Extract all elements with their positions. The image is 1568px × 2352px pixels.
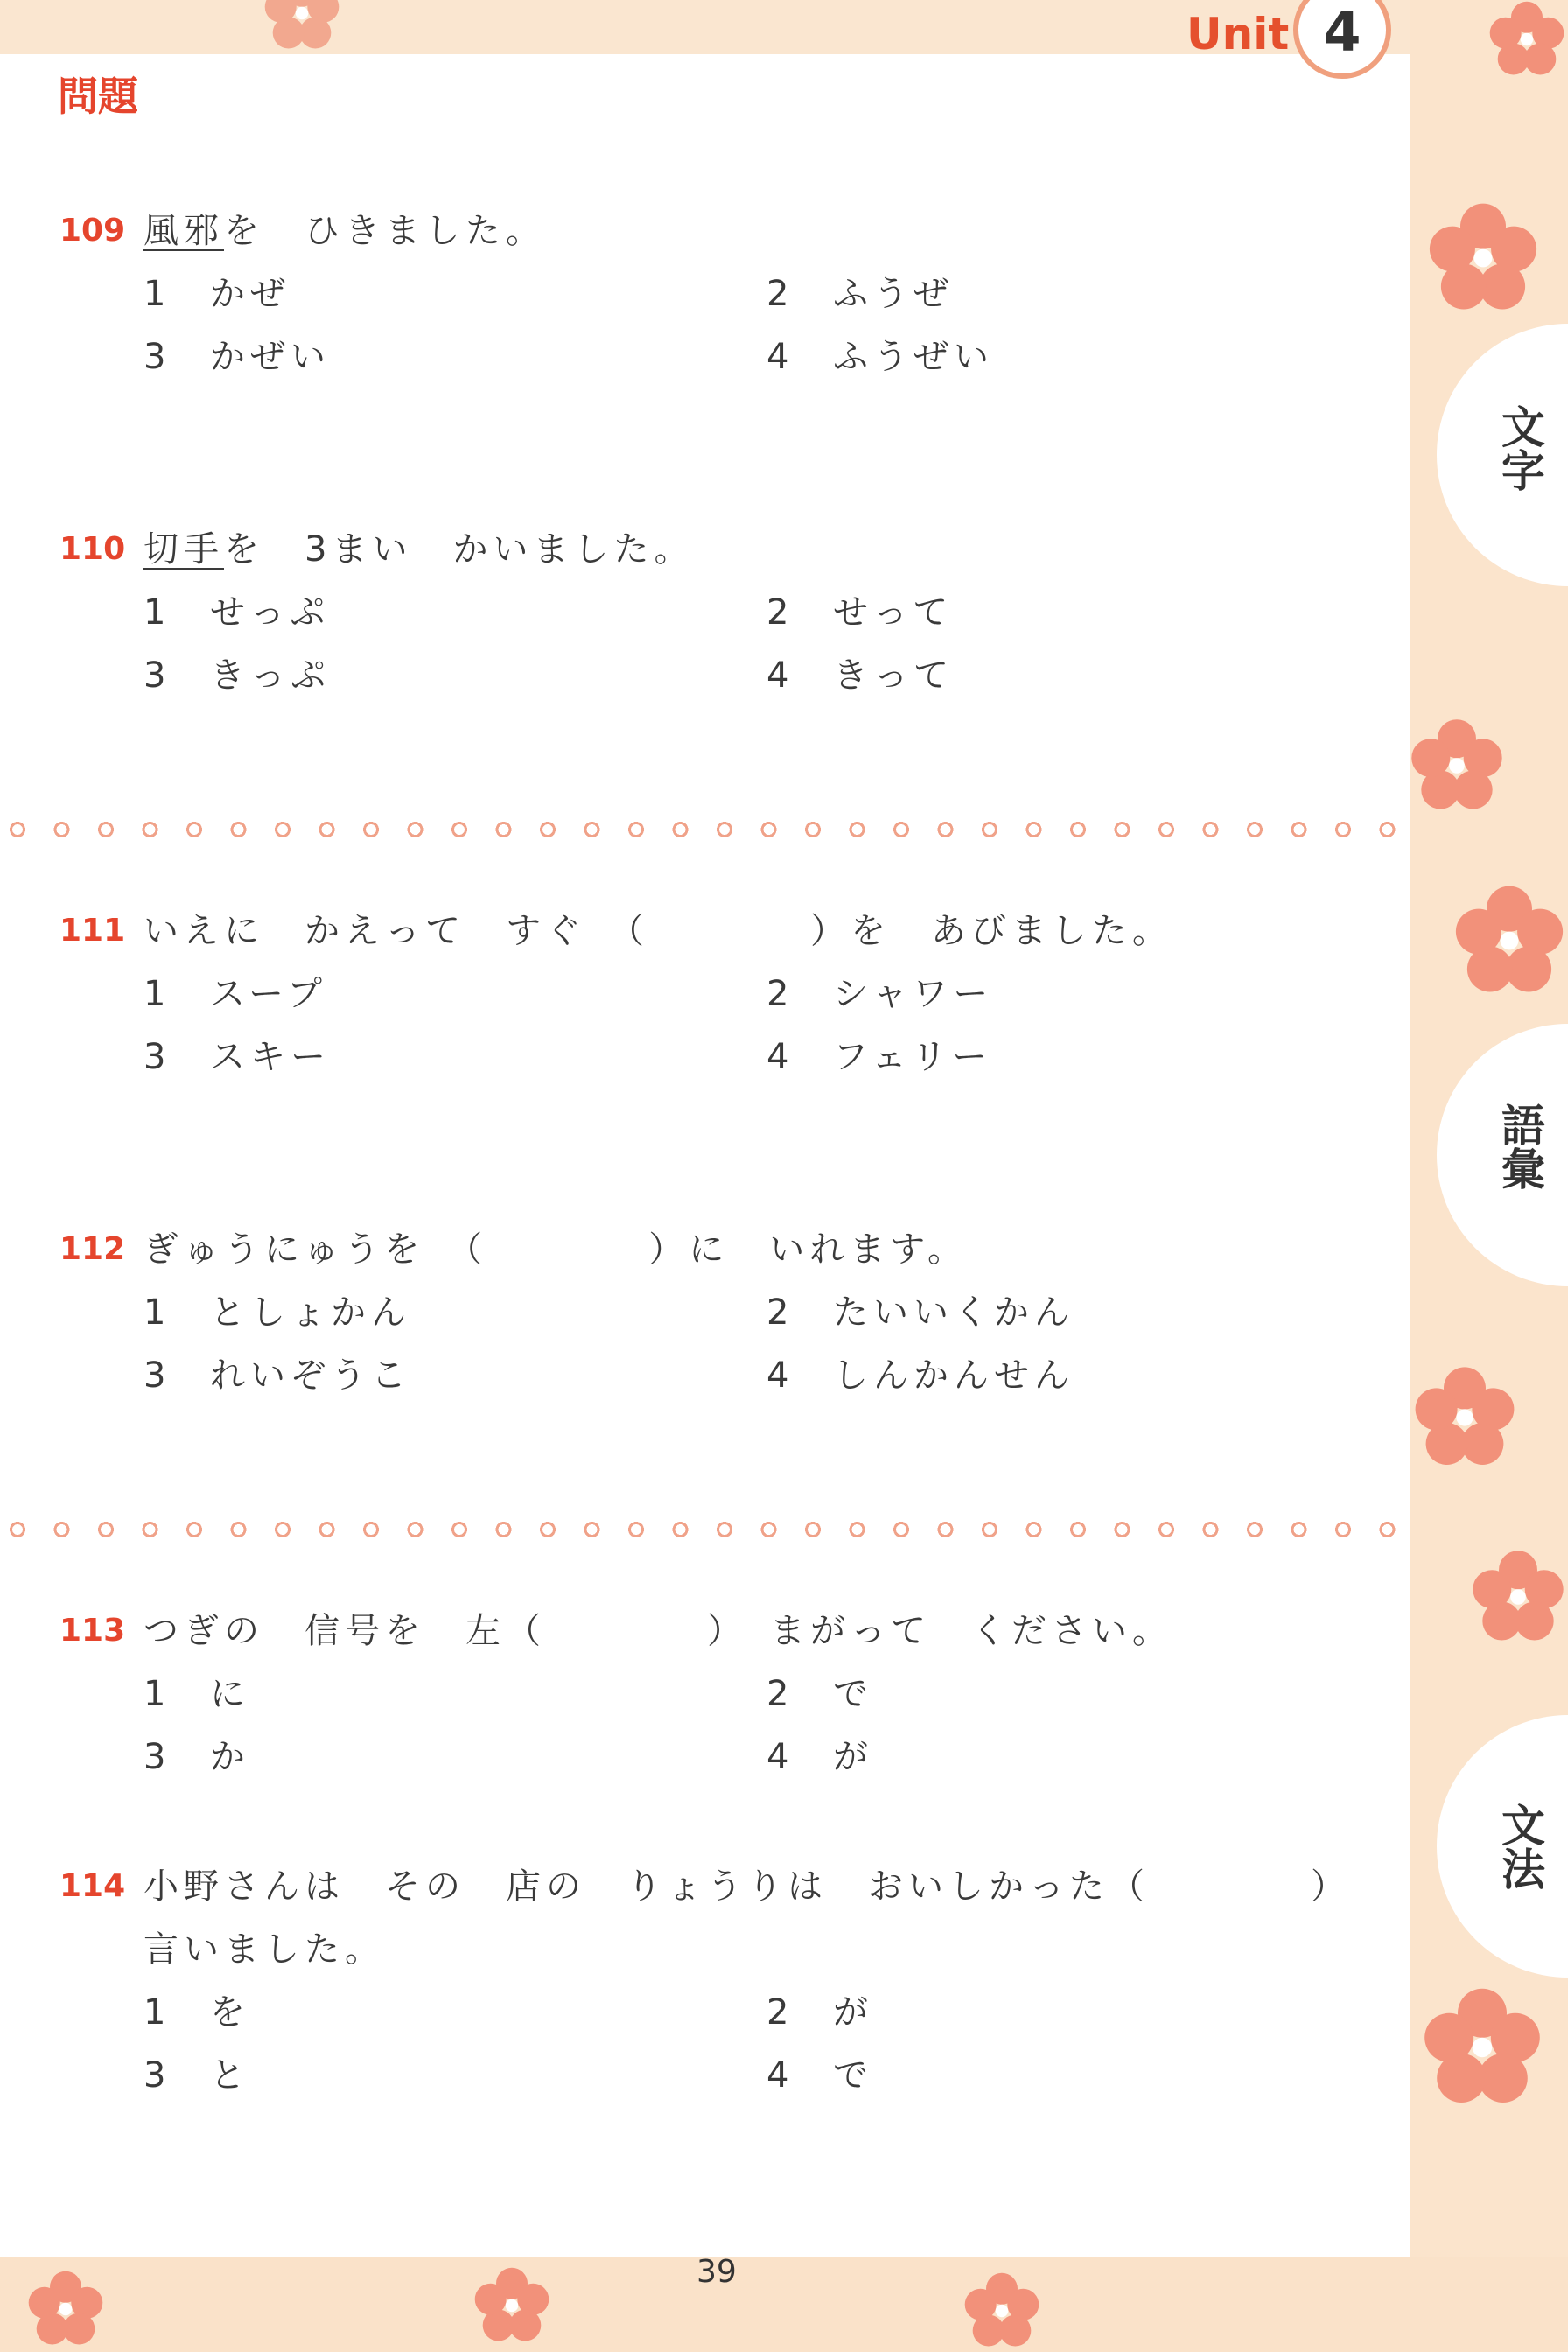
question-stem-line-1: 小野さんは その 店の りょうりは おいしかった（ ） xyxy=(144,1866,1351,1907)
answer-option-1[interactable]: 1 としょかん xyxy=(144,1292,411,1333)
answer-option-1[interactable]: 1 に xyxy=(144,1674,250,1714)
flower-icon xyxy=(464,2266,560,2345)
flower-icon xyxy=(1412,1365,1517,1470)
answer-option-2[interactable]: 2 たいいくかん xyxy=(766,1292,1074,1333)
flower-icon xyxy=(1470,1549,1566,1645)
question-stem: ぎゅうにゅうを （ ）に いれます。 xyxy=(144,1229,968,1270)
answer-option-2[interactable]: 2 せって xyxy=(766,592,954,633)
question-stem xyxy=(144,525,1386,574)
underlined-word: 風邪 xyxy=(144,211,224,251)
section-title: 問題 xyxy=(58,73,138,120)
answer-option-4[interactable]: 4 しんかんせん xyxy=(766,1355,1074,1396)
question-stem: いえに かえって すぐ （ ）を あびました。 xyxy=(144,911,1172,951)
answer-option-2[interactable]: 2 で xyxy=(766,1674,873,1714)
answer-option-3[interactable]: 3 スキー xyxy=(144,1037,331,1077)
question-number: 111 xyxy=(60,913,126,948)
flower-icon xyxy=(1421,1986,1544,2109)
question-stem: つぎの 信号を 左（ ） まがって ください。 xyxy=(144,1611,1172,1651)
flower-icon xyxy=(18,2270,114,2348)
question-stem-rest: を ひきました。 xyxy=(224,211,546,251)
flower-icon xyxy=(1488,0,1566,79)
answer-option-1[interactable]: 1 かぜ xyxy=(144,274,290,314)
answer-option-4[interactable]: 4 フェリー xyxy=(766,1037,992,1077)
bottom-decorative-band xyxy=(0,2258,1568,2352)
side-tab-bunpou-label: 文法 xyxy=(1494,1802,1545,1890)
question-stem-line-2: 言いました。 xyxy=(144,1929,385,1970)
flower-icon xyxy=(954,2272,1050,2350)
question-stem-rest: を 3まい かいました。 xyxy=(224,529,695,570)
answer-option-3[interactable]: 3 きっぷ xyxy=(144,655,331,696)
answer-option-3[interactable]: 3 れいぞうこ xyxy=(144,1355,411,1396)
dotted-divider xyxy=(7,819,1407,840)
flower-icon xyxy=(1426,201,1540,315)
page-number: 39 xyxy=(696,2254,737,2290)
question-number: 113 xyxy=(60,1613,126,1648)
answer-option-2[interactable]: 2 が xyxy=(766,1992,873,2033)
side-tab-goi-label: 語彙 xyxy=(1494,1102,1545,1190)
side-tab-moji-label: 文字 xyxy=(1494,404,1545,492)
answer-option-4[interactable]: 4 ふうぜい xyxy=(766,337,994,377)
answer-option-2[interactable]: 2 ふうぜ xyxy=(766,274,954,314)
question-stem xyxy=(144,1862,1386,1974)
answer-option-4[interactable]: 4 で xyxy=(766,2055,873,2096)
unit-number: 4 xyxy=(1323,0,1362,64)
answer-option-1[interactable]: 1 スープ xyxy=(144,974,327,1014)
unit-label: Unit xyxy=(1186,9,1290,60)
answer-option-3[interactable]: 3 かぜい xyxy=(144,337,331,377)
answer-option-4[interactable]: 4 が xyxy=(766,1737,873,1777)
answer-option-3[interactable]: 3 か xyxy=(144,1737,250,1777)
answer-option-3[interactable]: 3 と xyxy=(144,2055,250,2096)
question-number: 112 xyxy=(60,1231,126,1267)
question-stem xyxy=(144,206,1386,256)
answer-option-4[interactable]: 4 きって xyxy=(766,655,954,696)
question-number: 114 xyxy=(60,1868,126,1904)
flower-icon xyxy=(1452,884,1566,998)
answer-option-2[interactable]: 2 シャワー xyxy=(766,974,994,1014)
dotted-divider xyxy=(7,1519,1407,1540)
answer-option-1[interactable]: 1 せっぷ xyxy=(144,592,331,633)
flower-icon xyxy=(262,0,341,52)
answer-option-1[interactable]: 1 を xyxy=(144,1992,250,2033)
question-number: 110 xyxy=(60,531,126,567)
flower-icon xyxy=(1409,718,1505,814)
underlined-word: 切手 xyxy=(144,529,224,570)
question-number: 109 xyxy=(60,213,126,248)
